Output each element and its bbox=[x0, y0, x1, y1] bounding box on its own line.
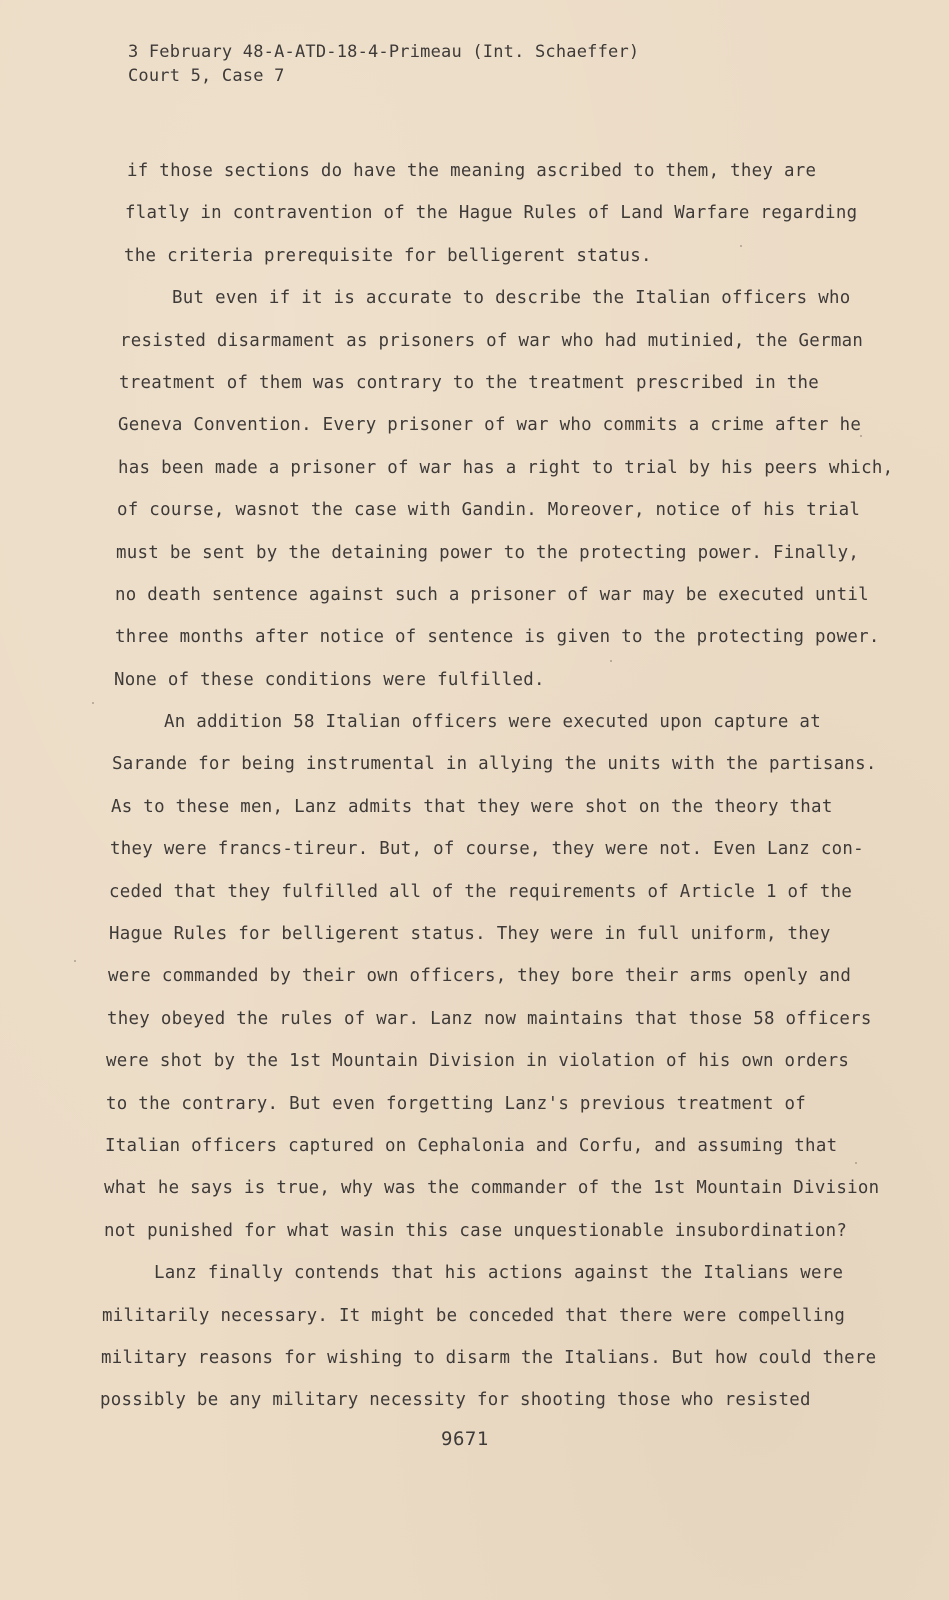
page-number: 9671 bbox=[441, 1428, 489, 1450]
text-line: no death sentence against such a prisoner of war may be executed until bbox=[115, 584, 869, 605]
text-line: possibly be any military necessity for shooting those who resisted bbox=[100, 1390, 811, 1411]
paper-speck bbox=[74, 960, 76, 962]
text-line: None of these conditions were fulfilled. bbox=[114, 669, 545, 690]
paper-speck bbox=[860, 435, 862, 437]
text-line-paragraph-start: But even if it is accurate to describe the Italian officers who bbox=[172, 288, 851, 309]
paper-speck bbox=[855, 1162, 857, 1164]
text-line-paragraph-start: Lanz finally contends that his actions against the Italians were bbox=[154, 1263, 844, 1284]
text-line: must be sent by the detaining power to the protecting power. Finally, bbox=[116, 542, 860, 563]
text-line: Italian officers captured on Cephalonia and Corfu, and assuming that bbox=[105, 1135, 838, 1156]
header-date-reference: 3 February 48-A-ATD-18-4-Primeau (Int. Schaeffer) bbox=[128, 42, 640, 62]
text-line: Sarande for being instrumental in allying the units with the partisans. bbox=[112, 754, 877, 775]
document-body bbox=[100, 150, 894, 1422]
text-line: As to these men, Lanz admits that they were shot on the theory that bbox=[111, 796, 833, 817]
text-line: were commanded by their own officers, they bore their arms openly and bbox=[108, 966, 852, 987]
document-header bbox=[128, 40, 639, 88]
text-line: militarily necessary. It might be conceded that there were compelling bbox=[102, 1305, 846, 1326]
text-line: resisted disarmament as prisoners of war who had mutinied, the German bbox=[120, 330, 864, 351]
text-line: not punished for what wasin this case unquestionable insubordination? bbox=[104, 1220, 848, 1241]
text-line: they were francs-tireur. But, of course, they were not. Even Lanz con- bbox=[110, 839, 864, 860]
text-line: of course, wasnot the case with Gandin. Moreover, notice of his trial bbox=[117, 500, 861, 521]
text-line: has been made a prisoner of war has a right to trial by his peers which, bbox=[118, 457, 894, 478]
text-line: they obeyed the rules of war. Lanz now maintains that those 58 officers bbox=[107, 1008, 872, 1029]
text-line: military reasons for wishing to disarm the Italians. But how could there bbox=[101, 1347, 877, 1368]
text-line: what he says is true, why was the commander of the 1st Mountain Division bbox=[104, 1178, 880, 1199]
paper-speck bbox=[740, 245, 742, 247]
text-line-paragraph-start: An addition 58 Italian officers were executed upon capture at bbox=[164, 712, 821, 733]
text-line: to the contrary. But even forgetting Lanz's previous treatment of bbox=[106, 1093, 807, 1114]
header-court-case: Court 5, Case 7 bbox=[128, 66, 285, 86]
text-line: the criteria prerequisite for belligerent status. bbox=[124, 245, 652, 266]
text-line: three months after notice of sentence is given to the protecting power. bbox=[115, 627, 880, 648]
paper-speck bbox=[610, 660, 612, 662]
text-line: treatment of them was contrary to the treatment prescribed in the bbox=[119, 372, 820, 393]
paper-speck bbox=[92, 702, 94, 704]
text-line: were shot by the 1st Mountain Division in violation of his own orders bbox=[106, 1051, 850, 1072]
text-line: if those sections do have the meaning ascribed to them, they are bbox=[127, 161, 817, 181]
text-line: ceded that they fulfilled all of the requirements of Article 1 of the bbox=[109, 881, 853, 902]
text-line: Geneva Convention. Every prisoner of war who commits a crime after he bbox=[118, 415, 862, 436]
text-line: Hague Rules for belligerent status. They were in full uniform, they bbox=[109, 924, 831, 945]
text-line: flatly in contravention of the Hague Rules of Land Warfare regarding bbox=[125, 203, 858, 224]
